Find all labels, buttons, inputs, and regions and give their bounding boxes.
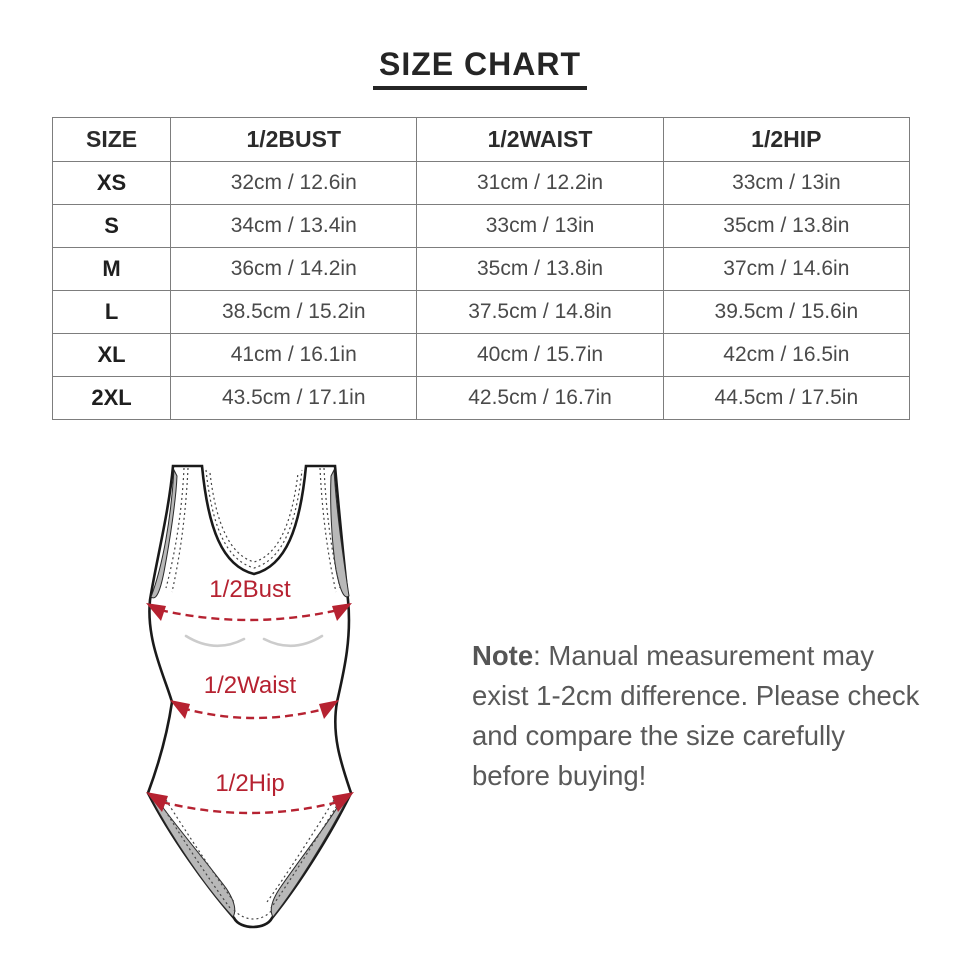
table-row	[53, 291, 910, 334]
table-row	[53, 162, 910, 205]
cell-hip: 42cm / 16.5in	[663, 334, 909, 377]
header-size: SIZE	[53, 118, 171, 162]
cell-bust: 41cm / 16.1in	[171, 334, 417, 377]
header-waist: 1/2WAIST	[417, 118, 663, 162]
page-title-wrap	[0, 46, 960, 90]
swimsuit-diagram	[130, 440, 450, 960]
cell-size: 2XL	[53, 377, 171, 420]
note-text: : Manual measurement may exist 1-2cm difference. Please check and compare the size carefully before buying!	[472, 640, 920, 791]
cell-hip: 44.5cm / 17.5in	[663, 377, 909, 420]
header-hip: 1/2HIP	[663, 118, 909, 162]
cell-waist: 37.5cm / 14.8in	[417, 291, 663, 334]
waist-measure-label: 1/2Waist	[203, 672, 297, 699]
measurement-note	[472, 636, 924, 796]
cell-waist: 35cm / 13.8in	[417, 248, 663, 291]
cell-bust: 38.5cm / 15.2in	[171, 291, 417, 334]
cell-hip: 39.5cm / 15.6in	[663, 291, 909, 334]
table-row	[53, 205, 910, 248]
cell-size: S	[53, 205, 171, 248]
header-bust: 1/2BUST	[171, 118, 417, 162]
cell-bust: 34cm / 13.4in	[171, 205, 417, 248]
table-row	[53, 377, 910, 420]
cell-waist: 33cm / 13in	[417, 205, 663, 248]
size-table	[52, 117, 910, 420]
bust-measure-label: 1/2Bust	[209, 576, 291, 603]
table-row	[53, 334, 910, 377]
size-table-header-row	[53, 118, 910, 162]
cell-size: M	[53, 248, 171, 291]
table-row	[53, 248, 910, 291]
cell-hip: 35cm / 13.8in	[663, 205, 909, 248]
cell-bust: 43.5cm / 17.1in	[171, 377, 417, 420]
note-label: Note	[472, 640, 534, 671]
cell-waist: 42.5cm / 16.7in	[417, 377, 663, 420]
page-title: SIZE CHART	[373, 46, 587, 90]
cell-bust: 32cm / 12.6in	[171, 162, 417, 205]
cell-bust: 36cm / 14.2in	[171, 248, 417, 291]
hip-measure-label: 1/2Hip	[215, 770, 285, 797]
cell-size: XS	[53, 162, 171, 205]
cell-hip: 37cm / 14.6in	[663, 248, 909, 291]
cell-size: XL	[53, 334, 171, 377]
cell-waist: 31cm / 12.2in	[417, 162, 663, 205]
cell-size: L	[53, 291, 171, 334]
cell-waist: 40cm / 15.7in	[417, 334, 663, 377]
cell-hip: 33cm / 13in	[663, 162, 909, 205]
